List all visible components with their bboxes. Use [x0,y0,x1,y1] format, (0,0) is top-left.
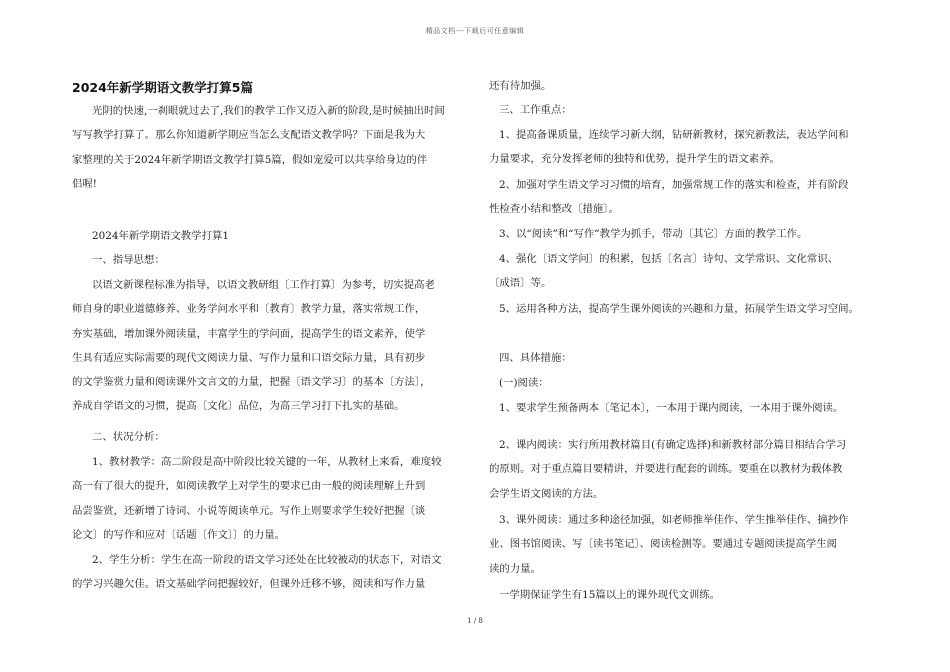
guiding-thought-paragraph [72,273,468,419]
heading-specific-measures [499,346,572,370]
measure-item-2 [489,433,887,506]
text-line: 夯实基础，增加课外阅读量，丰富学生的学问面，提高学生的语文素养，使学 [72,327,426,340]
student-analysis-paragraph [72,548,468,597]
training-requirement [499,583,720,607]
continued-text [489,74,551,98]
text-line: 的文学鉴赏力量和阅读课外文言文的力量，把握〔语文学习〕的基本〔方法〕， [72,376,431,389]
text-line: 师自身的职业道德修养、业务学问水平和〔教育〕教学力量，落实常规工作， [72,303,426,316]
heading-guiding-thought [92,248,165,272]
text-line: 生具有适应实际需要的现代文阅读力量、写作力量和口语交际力量，具有初步 [72,351,426,364]
text-line: (一)阅读： [499,377,549,389]
text-line: 业、图书馆阅读、写〔读书笔记〕、阅读检测等。要通过专题阅读提高学生阅 [489,538,838,551]
text-line: 侣喔! [72,177,97,190]
teaching-materials-paragraph [72,450,468,547]
focus-item-1 [489,123,887,172]
text-line: 〔成语〕等。 [489,277,552,290]
text-line: 养成自学语文的习惯，提高〔文化〕品位，为高三学习打下扎实的基础。 [72,400,405,413]
text-line: 四、具体措施： [499,352,572,364]
text-line: 三、工作重点： [499,104,572,116]
text-line: 1、教材教学：高二阶段是高中阶段比较关键的一年，从教材上来看，难度较 [92,456,442,468]
text-line: 3、以“阅读”和“写作”教学为抓手，带动〔其它〕方面的教学工作。 [499,228,808,240]
text-line: 2、课内阅读：实行所用教材篇目(有确定选择)和新教材部分篇目相结合学习 [499,439,847,451]
focus-item-5 [499,297,859,321]
text-line: 写写教学打算了。那么你知道新学期应当怎么支配语文教学吗？下面是我为大 [72,129,426,142]
section-heading-plan-1 [92,224,229,248]
text-line: 以语文新课程标准为指导，以语文教研组〔工作打算〕为参考，切实提高老 [92,279,435,291]
text-line: 的原则。对于重点篇目要精讲，并要进行配套的训练。要重在以教材为载体教 [489,463,843,476]
document-title: 2024年新学期语文教学打算5篇 [72,80,253,95]
text-line: 4、强化〔语文学问〕的积累，包括〔名言〕诗句、文学常识、文化常识、 [499,253,839,265]
text-line: 的学习兴趣欠佳。语文基础学问把握较好，但课外迁移不够，阅读和写作力量 [72,578,426,591]
text-line: 一学期保证学生有15篇以上的课外现代文训练。 [499,589,721,601]
heading-situation-analysis [92,425,165,449]
text-line: 5、运用各种方法，提高学生课外阅读的兴趣和力量，拓展学生语文学习空间。 [499,303,859,315]
text-line: 1、要求学生预备两本〔笔记本〕，一本用于课内阅读，一本用于课外阅读。 [499,402,844,414]
text-line: 品尝鉴赏，还新增了诗词、小说等阅读单元。写作上则要求学生较好把握〔谈 [72,504,426,517]
page-header: 精品文档---下载后可任意编辑 [425,27,525,35]
text-line: 2、学生分析：学生在高一阶段的语文学习还处在比较被动的状态下，对语文 [92,554,442,566]
focus-item-4 [489,247,887,296]
text-line: 高一有了很大的提升，如阅读教学上对学生的要求已由一般的阅读理解上升到 [72,480,426,493]
text-line: 光阴的快速,一刹眼就过去了,我们的教学工作又迈入新的阶段,是时候抽出时间 [92,105,445,117]
intro-paragraph [72,99,468,196]
text-line: 二、状况分析： [92,431,165,443]
heading-reading [499,371,549,395]
text-line: 家整理的关于2024年新学期语文教学打算5篇，假如宠爱可以共享给身边的伴 [72,153,428,166]
text-line: 读的力量。 [489,562,541,575]
measure-item-3 [489,508,887,581]
text-line: 一、指导思想： [92,254,165,266]
heading-work-focus [499,98,572,122]
focus-item-2 [489,173,887,222]
text-line: 3、课外阅读：通过多种途径加强，如老师推举佳作、学生推举佳作、摘抄作 [499,514,849,526]
measure-item-1 [499,396,843,420]
text-line: 论文〕的写作和应对〔话题〔作文〕〕的力量。 [72,528,286,541]
text-line: 2、加强对学生语文学习习惯的培育，加强常规工作的落实和检查，并有阶段 [499,179,849,191]
text-line: 1、提高备课质量，连续学习新大纲，钻研新教材，探究新教法，表达学问和 [499,129,849,141]
text-line: 性检查小结和整改〔措施〕。 [489,203,619,216]
text-line: 会学生语文阅读的方法。 [489,487,604,500]
text-line: 2024年新学期语文教学打算1 [92,230,229,242]
focus-item-3 [499,222,807,246]
page-number: 1 / 8 [467,617,483,625]
text-line: 还有待加强。 [489,80,552,92]
text-line: 力量要求，充分发挥老师的独特和优势，提升学生的语文素养。 [489,153,780,166]
